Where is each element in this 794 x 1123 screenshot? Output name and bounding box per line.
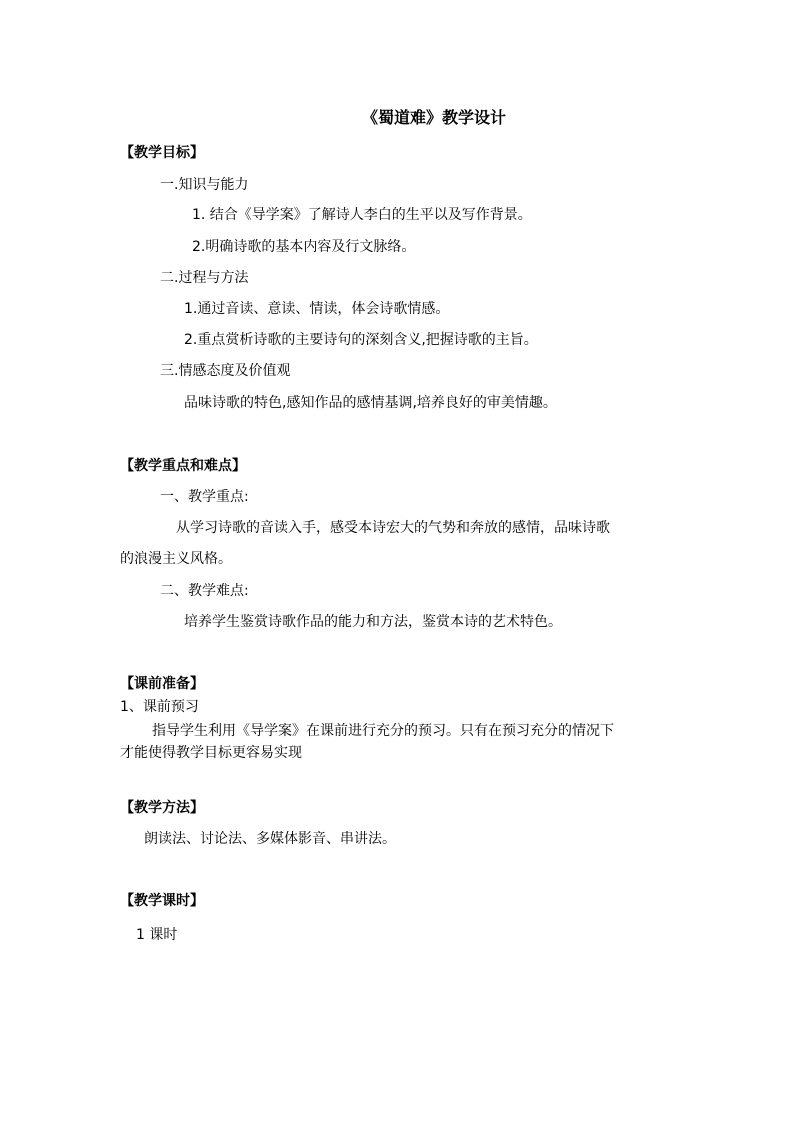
periods-text: 1 课时 [136,927,178,943]
objectives-part1-item1: 1. 结合《导学案》了解诗人李白的生平以及写作背景。 [192,207,532,223]
preparation-text-line1: 指导学生利用《导学案》在课前进行充分的预习。只有在预习充分的情况下 [152,723,614,739]
preparation-item-label: 1、课前预习 [120,699,199,715]
document-title: 《蜀道难》教学设计 [362,108,507,127]
objectives-part2-item1: 1.通过音读、意读、情读，体会诗歌情感。 [184,301,450,317]
objectives-part3-label: 三.情感态度及价值观 [160,363,291,379]
methods-text: 朗读法、讨论法、多媒体影音、串讲法。 [144,831,396,847]
section-heading-periods: 【教学课时】 [120,893,204,909]
section-heading-objectives: 【教学目标】 [120,145,204,161]
preparation-text-line2: 才能使得教学目标更容易实现 [120,745,302,761]
objectives-part2-label: 二.过程与方法 [160,270,249,286]
key-points-focus-text-line1: 从学习诗歌的音读入手，感受本诗宏大的气势和奔放的感情，品味诗歌 [176,520,610,536]
section-heading-key-points: 【教学重点和难点】 [120,458,246,474]
objectives-part2-item2: 2.重点赏析诗歌的主要诗句的深刻含义,把握诗歌的主旨。 [184,332,538,348]
key-points-focus-text-line2: 的浪漫主义风格。 [120,551,232,567]
key-points-difficulty-label: 二、教学难点: [160,583,249,599]
objectives-part3-text: 品味诗歌的特色,感知作品的感情基调,培养良好的审美情趣。 [184,395,557,411]
objectives-part1-label: 一.知识与能力 [160,177,249,193]
key-points-focus-label: 一、教学重点: [160,489,249,505]
section-heading-methods: 【教学方法】 [120,800,204,816]
objectives-part1-item2: 2.明确诗歌的基本内容及行文脉络。 [192,239,416,255]
key-points-difficulty-text: 培养学生鉴赏诗歌作品的能力和方法，鉴赏本诗的艺术特色。 [184,614,562,630]
section-heading-preparation: 【课前准备】 [120,676,204,692]
